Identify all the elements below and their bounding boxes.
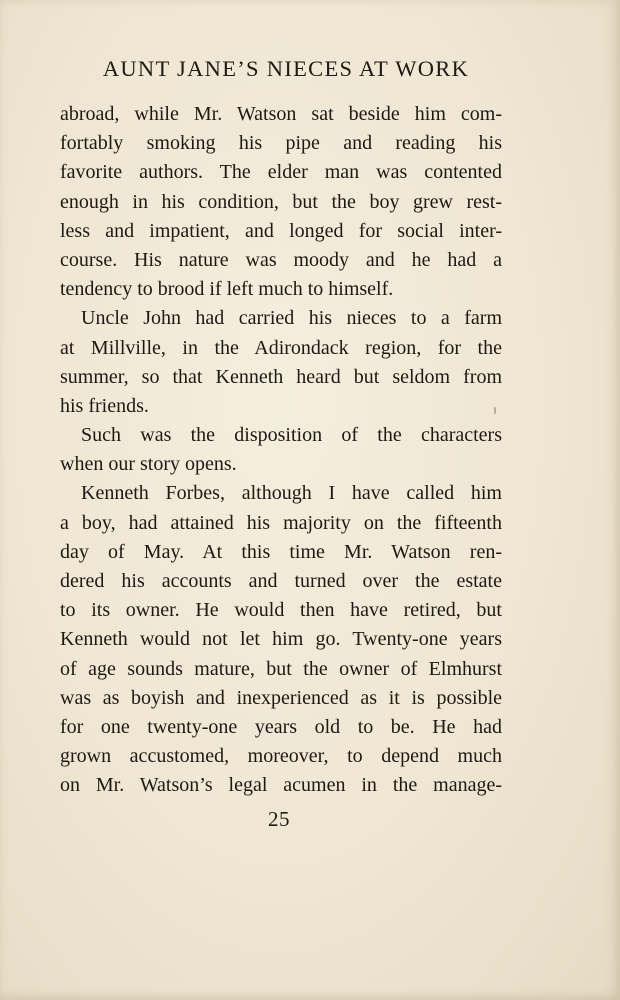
running-head: AUNT JANE’S NIECES AT WORK xyxy=(102,56,470,81)
text-line: favorite authors. The elder man was contented xyxy=(60,161,502,184)
text-line: for one twenty-one years old to be. He had xyxy=(60,715,502,738)
text-line: course. His nature was moody and he had a xyxy=(60,248,502,271)
text-line: grown accustomed, moreover, to depend much xyxy=(60,745,502,768)
text-line: to its owner. He would then have retired, but xyxy=(60,599,502,622)
paragraph xyxy=(60,479,502,800)
text-line: Such was the disposition of the characters xyxy=(81,424,502,447)
text-line: Uncle John had carried his nieces to a farm xyxy=(81,307,502,330)
paragraph xyxy=(60,304,502,421)
text-line: day of May. At this time Mr. Watson ren- xyxy=(60,540,502,563)
body-text xyxy=(60,100,502,801)
paragraph xyxy=(60,421,502,479)
text-line: a boy, had attained his majority on the fifteenth xyxy=(60,511,502,534)
text-line: his friends. xyxy=(60,394,149,417)
paper-speck xyxy=(494,407,496,414)
text-line: when our story opens. xyxy=(60,453,237,476)
text-line: Kenneth would not let him go. Twenty-one years xyxy=(60,628,502,651)
text-line: summer, so that Kenneth heard but seldom from xyxy=(60,365,502,388)
text-line: fortably smoking his pipe and reading his xyxy=(60,132,502,155)
text-line: was as boyish and inexperienced as it is possible xyxy=(60,686,502,709)
text-line: less and impatient, and longed for social inter- xyxy=(60,219,502,242)
text-line: dered his accounts and turned over the estate xyxy=(60,570,502,592)
text-line: enough in his condition, but the boy grew rest- xyxy=(60,190,502,213)
text-line: Kenneth Forbes, although I have called him xyxy=(81,482,502,505)
text-line: tendency to brood if left much to himself. xyxy=(60,278,394,301)
page-number: 25 xyxy=(268,807,290,831)
text-line: of age sounds mature, but the owner of Elmhurst xyxy=(60,657,502,680)
paragraph xyxy=(60,100,502,304)
text-line: on Mr. Watson’s legal acumen in the manage- xyxy=(60,774,502,797)
text-line: abroad, while Mr. Watson sat beside him com- xyxy=(60,103,502,125)
text-line: at Millville, in the Adirondack region, for the xyxy=(60,336,502,359)
